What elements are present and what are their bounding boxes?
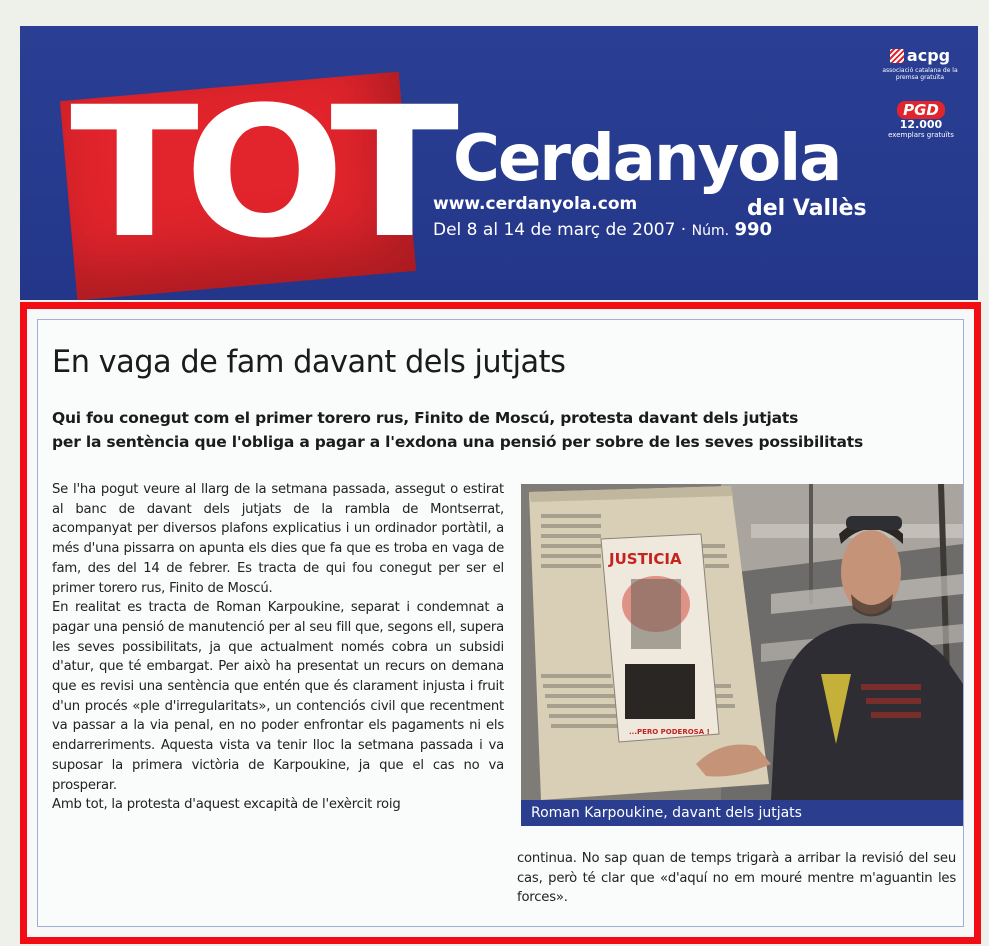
pgd-badge [886, 100, 956, 139]
acpg-description: associació catalana de la premsa gratuïta [882, 67, 958, 81]
article-photo [521, 484, 963, 800]
poster-footer: ...PERO PODEROSA ! [629, 728, 710, 736]
pgd-logo: PGD [897, 101, 945, 119]
paragraph-1: Se l'ha pogut veure al llarg de la setmana passada, assegut o estirat al banc de davant dels jutjats de la rambla de Montserrat, acompanyat per diversos plafons explicatius i un ordinador portàtil, a més d'una pissarra on apunta els dies que fa que es troba en vaga de fam, des del 14 de febrer. Es tracta de qui fou conegut per ser el primer torero rus, Finito de Moscú. [52, 482, 504, 596]
acpg-badge [880, 46, 960, 81]
website-url: www.cerdanyola.com [433, 194, 638, 214]
article-headline: En vaga de fam davant dels jutjats [52, 344, 566, 380]
paragraph-3-end: continua. No sap quan de temps trigarà a arribar la revisió del seu cas, però té clar que «d'aquí no em mouré mentre m'aguantin les forces». [517, 851, 956, 906]
issue-line [433, 219, 772, 240]
subhead-line-2: per la sentència que l'obliga a pagar a l'exdona una pensió per sobre de les seves possibilitats [52, 433, 863, 451]
pgd-count: 12.000 [899, 118, 943, 131]
article-column-right [517, 849, 956, 908]
article [37, 319, 964, 927]
masthead [20, 26, 978, 300]
photo-caption: Roman Karpoukine, davant dels jutjats [521, 800, 963, 826]
acpg-name: acpg [906, 46, 951, 65]
pgd-description: exemplars gratuïts [888, 131, 954, 139]
article-column-left [52, 480, 504, 815]
poster-title: JUSTICIA [609, 550, 682, 568]
issue-number: 990 [734, 219, 773, 240]
article-subhead [52, 406, 962, 454]
issue-dates: Del 8 al 14 de març de 2007 · [433, 220, 687, 240]
paper-name: Cerdanyola [453, 122, 841, 196]
article-highlight-frame [20, 302, 981, 944]
paragraph-3-start: Amb tot, la protesta d'aquest excapità de l'exèrcit roig [52, 797, 401, 813]
acpg-logo-icon [890, 49, 904, 63]
issue-label: Núm. [691, 223, 730, 239]
photo-illustration [521, 484, 963, 800]
logo-text: TOT [70, 69, 445, 278]
paper-subtitle: del Vallès [747, 196, 867, 221]
paragraph-2: En realitat es tracta de Roman Karpoukine, separat i condemnat a pagar una pensió de manutenció per al seu fill que, segons ell, supera les seves possibilitats, ja que actualment només cobra un subsidi d'atur, que té embargat. Per això ha presentat un recurs on demana que es revisi una sentència que entén que és clarament injusta i fruit d'un procés «ple d'irregularitats», un contenciós civil que recentment va passar a la via penal, en no poder enfrontar els pagaments ni els endarreriments. Aquesta vista va tenir lloc la setmana passada i va suposar la primera victòria de Karpoukine, ja que el cas no va prosperar. [52, 600, 504, 793]
subhead-line-1: Qui fou conegut com el primer torero rus, Finito de Moscú, protesta davant dels jutjats [52, 409, 799, 427]
